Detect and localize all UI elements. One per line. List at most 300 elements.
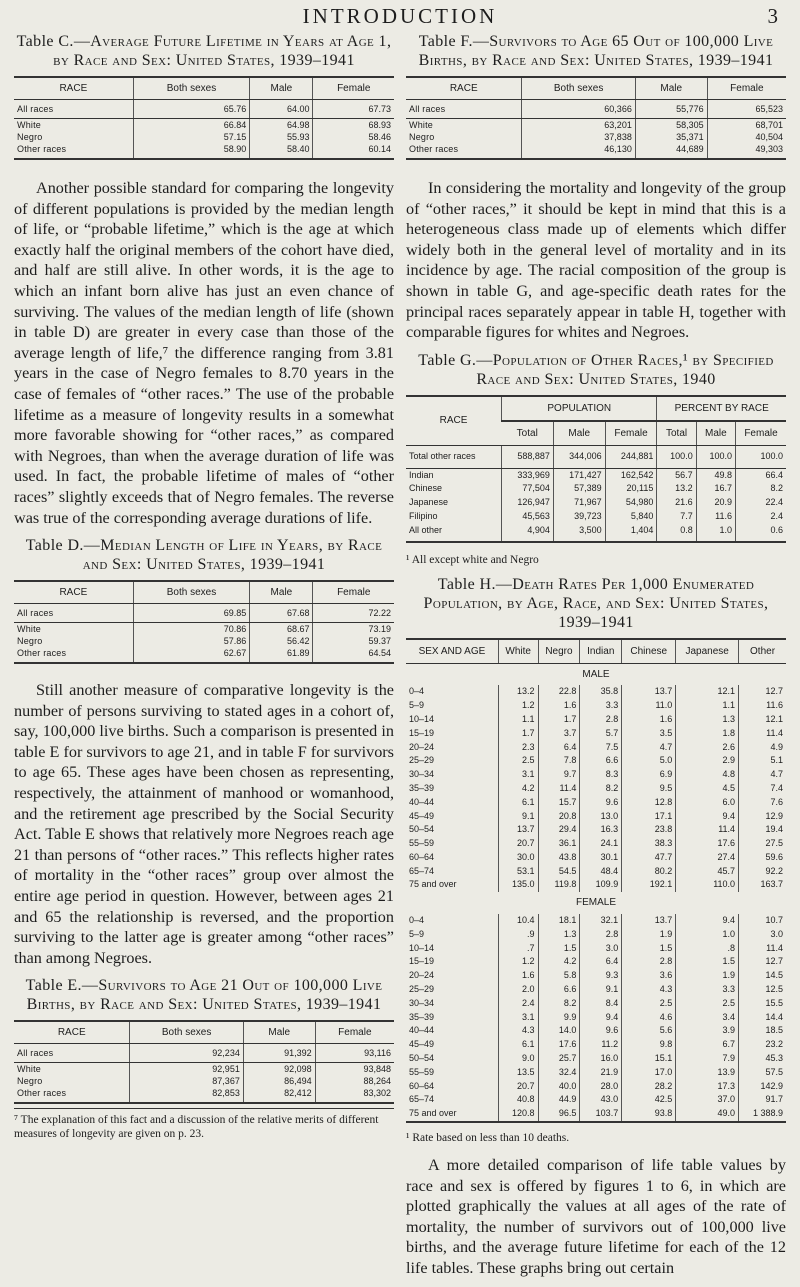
table-cell: 3,500: [553, 524, 605, 542]
table-cell: 43.8: [538, 851, 580, 865]
column-header: Both sexes: [522, 77, 635, 100]
row-label: 30–34: [409, 769, 435, 780]
table-cell: 110.0: [676, 878, 739, 892]
table-cell: 22.4: [736, 496, 787, 510]
table-cell: 344,006: [553, 445, 605, 468]
table-g-race-header: RACE: [406, 396, 502, 446]
table-cell: 12.7: [739, 685, 786, 699]
table-row: [406, 741, 786, 755]
row-label: 10–14: [409, 713, 435, 724]
table-cell: 1.5: [622, 942, 676, 956]
row-label: All races: [406, 100, 522, 119]
table-cell: 588,887: [502, 445, 554, 468]
table-cell: .7: [498, 942, 538, 956]
table-cell: 1.0: [676, 928, 739, 942]
table-cell: 6.0: [676, 796, 739, 810]
table-row: [14, 119, 394, 132]
table-c: [14, 76, 394, 160]
table-row: [406, 1080, 786, 1094]
table-cell: 59.6: [739, 851, 786, 865]
table-cell: 14.4: [739, 1011, 786, 1025]
table-cell: 49,303: [707, 143, 786, 159]
table-cell: 40,504: [707, 131, 786, 143]
table-cell: 6.6: [580, 754, 622, 768]
table-cell: 2.4: [736, 510, 787, 524]
table-cell: 91,392: [243, 1044, 315, 1063]
table-cell: 16.3: [580, 823, 622, 837]
table-cell: 9.8: [622, 1038, 676, 1052]
table-row: [406, 685, 786, 699]
table-cell: 45,563: [502, 510, 554, 524]
table-cell: 20,115: [605, 482, 657, 496]
table-d-title: Table D.—Median Length of Life in Years, by Race and Sex: United States, 1939–1941: [25, 537, 383, 574]
paragraph-median-length: Another possible standard for comparing the longevity of different populations is provided by the median length of life, or “probable lifetime,” which is the age at which exactly half the original members of the cohort have died, and half are still alive. In other words, it is the age to which an infant born alive has just an even chance of surviving. The values of the median length of life (shown in table D) are greater in every case than those of the average length of life,⁷ the difference ranging from 3.81 years in the case of Negro females to 8.70 years in the case of females of “other races.” The use of the probable lifetime as a measure of longevity results in a somewhat more favorable showing for “other races,” as compared with Negroes, than when the average duration of life was used. In fact, the probable lifetime of males of “other races” slightly exceeds that of Negro females. The reverse was true of the corresponding average durations of life.: [14, 179, 394, 527]
column-header: Female: [313, 77, 394, 100]
table-cell: 0.6: [736, 524, 787, 542]
row-label: 50–54: [409, 1053, 435, 1064]
table-cell: 15.1: [622, 1052, 676, 1066]
table-row: [406, 699, 786, 713]
row-label: 40–44: [409, 796, 435, 807]
table-cell: 3.1: [498, 1011, 538, 1025]
table-h-footnote: ¹ Rate based on less than 10 deaths.: [406, 1132, 570, 1145]
page-number: 3: [767, 4, 778, 28]
table-cell: 1.6: [498, 969, 538, 983]
table-cell: 6.9: [622, 768, 676, 782]
table-cell: 9.1: [580, 983, 622, 997]
column-header: Chinese: [622, 639, 676, 664]
table-row: [14, 1087, 394, 1103]
table-cell: 3.5: [622, 727, 676, 741]
row-label: 30–34: [409, 997, 435, 1008]
table-row: [406, 1024, 786, 1038]
table-cell: 4.8: [676, 768, 739, 782]
table-cell: 67.73: [313, 100, 394, 119]
table-row: [406, 928, 786, 942]
table-cell: 44,689: [635, 143, 707, 159]
row-label: 25–29: [409, 984, 435, 995]
table-cell: 1.7: [538, 713, 580, 727]
table-row: [406, 782, 786, 796]
table-cell: 16.0: [580, 1052, 622, 1066]
row-label: Chinese: [409, 483, 443, 494]
table-cell: 92,951: [130, 1063, 243, 1076]
table-cell: 93.8: [622, 1107, 676, 1122]
table-cell: 10.7: [739, 914, 786, 928]
table-row: [406, 942, 786, 956]
row-label: All races: [14, 100, 133, 119]
table-cell: 65.76: [133, 100, 250, 119]
table-cell: 13.2: [657, 482, 696, 496]
table-cell: 3.3: [676, 983, 739, 997]
row-label: Japanese: [409, 497, 449, 508]
table-cell: 1.9: [622, 928, 676, 942]
table-cell: 13.7: [622, 685, 676, 699]
table-cell: 68,701: [707, 119, 786, 132]
row-label: Other races: [14, 143, 133, 159]
table-cell: 162,542: [605, 468, 657, 482]
row-label: All races: [14, 1044, 130, 1063]
table-row: [406, 100, 786, 119]
table-cell: 3.4: [676, 1011, 739, 1025]
table-cell: 57.86: [133, 635, 250, 647]
table-cell: 35.8: [580, 685, 622, 699]
table-cell: 40.0: [538, 1080, 580, 1094]
table-row: [14, 1063, 394, 1076]
table-cell: 86,494: [243, 1075, 315, 1087]
table-cell: 66.84: [133, 119, 250, 132]
table-cell: 100.0: [736, 445, 787, 468]
page-header: [0, 0, 800, 34]
table-cell: 49.8: [696, 468, 735, 482]
column-header: Male: [696, 421, 735, 446]
table-cell: 9.7: [538, 768, 580, 782]
row-label: Other races: [14, 1087, 130, 1103]
column-header: Indian: [580, 639, 622, 664]
table-cell: 64.00: [250, 100, 313, 119]
column-header: Both sexes: [133, 581, 250, 604]
table-cell: 244,881: [605, 445, 657, 468]
column-header: RACE: [14, 1021, 130, 1044]
table-cell: 61.89: [250, 647, 313, 663]
table-cell: 2.5: [622, 997, 676, 1011]
table-cell: 5.1: [739, 754, 786, 768]
table-row: [406, 969, 786, 983]
table-cell: 6.7: [676, 1038, 739, 1052]
table-cell: 7.6: [739, 796, 786, 810]
table-cell: 27.4: [676, 851, 739, 865]
table-cell: 4.9: [739, 741, 786, 755]
row-label: 75 and over: [406, 1107, 498, 1122]
table-cell: 100.0: [696, 445, 735, 468]
table-cell: 47.7: [622, 851, 676, 865]
table-cell: 109.9: [580, 878, 622, 892]
section-row: [406, 663, 786, 685]
table-cell: 11.6: [739, 699, 786, 713]
table-cell: 69.85: [133, 604, 250, 623]
table-g-title: Table G.—Population of Other Races,¹ by Specified Race and Sex: United States, 1940: [418, 351, 774, 388]
table-cell: 8.2: [580, 782, 622, 796]
table-cell: 9.6: [580, 796, 622, 810]
table-cell: 333,969: [502, 468, 554, 482]
table-row: [406, 878, 786, 892]
table-cell: 58.40: [250, 143, 313, 159]
row-label: White: [17, 1064, 42, 1075]
table-cell: 1,404: [605, 524, 657, 542]
row-label: White: [17, 120, 42, 130]
table-cell: 60.14: [313, 143, 394, 159]
row-label: Indian: [409, 469, 434, 480]
table-row: [406, 768, 786, 782]
row-label: All races: [14, 604, 133, 623]
table-cell: 3.7: [538, 727, 580, 741]
table-cell: 4.5: [676, 782, 739, 796]
table-cell: 1.9: [676, 969, 739, 983]
table-row: [406, 823, 786, 837]
table-cell: 119.8: [538, 878, 580, 892]
table-cell: 45.7: [676, 865, 739, 879]
table-cell: 62.67: [133, 647, 250, 663]
row-label: 25–29: [409, 755, 435, 766]
table-cell: 4.3: [498, 1024, 538, 1038]
table-cell: 27.5: [739, 837, 786, 851]
table-cell: 15.7: [538, 796, 580, 810]
row-label: Total other races: [406, 445, 502, 468]
table-cell: 70.86: [133, 623, 250, 636]
row-label: 65–74: [409, 1094, 435, 1105]
table-row: [14, 647, 394, 663]
table-cell: 44.9: [538, 1093, 580, 1107]
table-cell: 28.2: [622, 1080, 676, 1094]
table-cell: 40.8: [498, 1093, 538, 1107]
table-cell: 6.1: [498, 796, 538, 810]
table-cell: 4.2: [498, 782, 538, 796]
table-row: [14, 100, 394, 119]
table-cell: 4.7: [622, 741, 676, 755]
section-label: FEMALE: [575, 897, 616, 909]
table-row: [406, 713, 786, 727]
table-cell: 11.2: [580, 1038, 622, 1052]
table-cell: 8.2: [538, 997, 580, 1011]
table-cell: 7.4: [739, 782, 786, 796]
table-cell: 32.4: [538, 1066, 580, 1080]
table-cell: 9.4: [676, 914, 739, 928]
table-cell: 57,389: [553, 482, 605, 496]
table-row: [406, 496, 786, 510]
table-cell: 1.5: [676, 955, 739, 969]
table-row: [406, 1038, 786, 1052]
table-g-percent-header: PERCENT BY RACE: [657, 396, 786, 421]
table-row: [406, 983, 786, 997]
column-header: RACE: [406, 77, 522, 100]
table-cell: 12.8: [622, 796, 676, 810]
column-header: Female: [736, 421, 787, 446]
table-cell: 1.0: [696, 524, 735, 542]
table-cell: 0.8: [657, 524, 696, 542]
table-row: [14, 1044, 394, 1063]
table-cell: 92.2: [739, 865, 786, 879]
table-row: [14, 131, 394, 143]
table-cell: 8.2: [736, 482, 787, 496]
table-cell: 2.8: [580, 928, 622, 942]
table-cell: 100.0: [657, 445, 696, 468]
column-header: Male: [250, 77, 313, 100]
table-cell: 2.3: [498, 741, 538, 755]
table-f: [406, 76, 786, 160]
table-row: [14, 143, 394, 159]
table-cell: 12.7: [739, 955, 786, 969]
table-row: [406, 119, 786, 132]
table-g: [406, 395, 786, 543]
table-cell: 57.5: [739, 1066, 786, 1080]
table-cell: 83,302: [315, 1087, 394, 1103]
table-cell: 3.3: [580, 699, 622, 713]
row-label: Other races: [14, 647, 133, 663]
table-cell: 54,980: [605, 496, 657, 510]
table-cell: 5.8: [538, 969, 580, 983]
row-label: 60–64: [409, 1080, 435, 1091]
table-cell: 18.5: [739, 1024, 786, 1038]
table-row: [14, 604, 394, 623]
row-label: 65–74: [409, 865, 435, 876]
table-cell: 5.6: [622, 1024, 676, 1038]
table-cell: 14.0: [538, 1024, 580, 1038]
table-row: [406, 914, 786, 928]
table-cell: 58.90: [133, 143, 250, 159]
table-cell: 13.9: [676, 1066, 739, 1080]
column-header: Both sexes: [133, 77, 250, 100]
table-cell: 7.9: [676, 1052, 739, 1066]
table-row: [14, 1075, 394, 1087]
table-cell: 49.0: [676, 1107, 739, 1122]
table-cell: 1.2: [498, 699, 538, 713]
table-cell: 1.5: [538, 942, 580, 956]
table-cell: 1.3: [676, 713, 739, 727]
table-cell: 36.1: [538, 837, 580, 851]
table-cell: 3.6: [622, 969, 676, 983]
table-cell: 28.0: [580, 1080, 622, 1094]
column-header: Female: [315, 1021, 394, 1044]
section-label: MALE: [582, 668, 610, 680]
table-cell: 58.46: [313, 131, 394, 143]
column-header: Female: [707, 77, 786, 100]
row-label: 45–49: [409, 1039, 435, 1050]
table-cell: 11.4: [676, 823, 739, 837]
table-cell: 30.0: [498, 851, 538, 865]
table-cell: 23.2: [739, 1038, 786, 1052]
table-cell: 82,853: [130, 1087, 243, 1103]
row-label: Filipino: [409, 510, 438, 521]
column-header: Male: [243, 1021, 315, 1044]
table-cell: 1 388.9: [739, 1107, 786, 1122]
table-cell: 2.6: [676, 741, 739, 755]
table-cell: 9.1: [498, 810, 538, 824]
table-cell: 46,130: [522, 143, 635, 159]
table-cell: 17.0: [622, 1066, 676, 1080]
table-cell: 30.1: [580, 851, 622, 865]
row-label: 55–59: [409, 1066, 435, 1077]
table-cell: 93,848: [315, 1063, 394, 1076]
table-cell: 13.2: [498, 685, 538, 699]
row-label: Negro: [17, 132, 43, 142]
row-label: All other: [406, 524, 502, 542]
row-label: 50–54: [409, 824, 435, 835]
table-cell: 2.5: [676, 997, 739, 1011]
table-row: [14, 635, 394, 647]
left-column: [14, 32, 394, 1141]
table-row: [406, 810, 786, 824]
table-cell: 43.0: [580, 1093, 622, 1107]
table-cell: 4.7: [739, 768, 786, 782]
table-cell: 23.8: [622, 823, 676, 837]
column-header: Total: [502, 421, 554, 446]
table-cell: 103.7: [580, 1107, 622, 1122]
table-cell: 4.3: [622, 983, 676, 997]
table-cell: 39,723: [553, 510, 605, 524]
column-header: Both sexes: [130, 1021, 243, 1044]
table-cell: 59.37: [313, 635, 394, 647]
row-label: Negro: [17, 1076, 43, 1087]
table-e-title: Table E.—Survivors to Age 21 Out of 100,000 Live Births, by Race and Sex: United States, 1939–1941: [25, 977, 383, 1014]
table-cell: 2.0: [498, 983, 538, 997]
table-cell: 92,098: [243, 1063, 315, 1076]
table-row: [406, 524, 786, 542]
table-cell: 10.4: [498, 914, 538, 928]
table-cell: 3.1: [498, 768, 538, 782]
table-cell: 13.5: [498, 1066, 538, 1080]
table-cell: 2.4: [498, 997, 538, 1011]
table-cell: 9.0: [498, 1052, 538, 1066]
table-cell: 12.1: [676, 685, 739, 699]
table-cell: 11.4: [739, 727, 786, 741]
table-cell: 13.0: [580, 810, 622, 824]
table-row: [406, 851, 786, 865]
table-cell: 11.4: [538, 782, 580, 796]
row-label: White: [409, 120, 434, 130]
table-cell: 77,504: [502, 482, 554, 496]
table-row: [406, 1107, 786, 1122]
table-cell: 163.7: [739, 878, 786, 892]
table-cell: 56.7: [657, 468, 696, 482]
table-cell: 2.8: [580, 713, 622, 727]
table-row: [406, 1052, 786, 1066]
table-cell: 11.6: [696, 510, 735, 524]
table-cell: 1.6: [622, 713, 676, 727]
column-header: Male: [635, 77, 707, 100]
column-header: RACE: [14, 581, 133, 604]
table-cell: 68.93: [313, 119, 394, 132]
table-cell: 4,904: [502, 524, 554, 542]
column-header: Female: [313, 581, 394, 604]
table-g-population-header: POPULATION: [502, 396, 657, 421]
table-cell: 57.15: [133, 131, 250, 143]
column-header: Male: [250, 581, 313, 604]
table-cell: 12.5: [739, 983, 786, 997]
table-cell: 82,412: [243, 1087, 315, 1103]
table-cell: 87,367: [130, 1075, 243, 1087]
table-cell: 8.3: [580, 768, 622, 782]
table-cell: 126,947: [502, 496, 554, 510]
table-cell: 64.98: [250, 119, 313, 132]
table-row: [406, 510, 786, 524]
table-cell: 22.8: [538, 685, 580, 699]
table-cell: 19.4: [739, 823, 786, 837]
table-cell: 92,234: [130, 1044, 243, 1063]
row-label: White: [17, 624, 42, 635]
table-cell: 5,840: [605, 510, 657, 524]
table-cell: .9: [498, 928, 538, 942]
table-row: [406, 445, 786, 468]
row-label: 10–14: [409, 942, 435, 953]
table-cell: 192.1: [622, 878, 676, 892]
column-header: RACE: [14, 77, 133, 100]
table-h: [406, 638, 786, 1124]
table-cell: 54.5: [538, 865, 580, 879]
table-cell: 6.1: [498, 1038, 538, 1052]
table-cell: 2.9: [676, 754, 739, 768]
row-label: 40–44: [409, 1025, 435, 1036]
table-cell: 1.6: [538, 699, 580, 713]
table-cell: 21.6: [657, 496, 696, 510]
table-cell: 7.8: [538, 754, 580, 768]
table-cell: 21.9: [580, 1066, 622, 1080]
table-row: [406, 143, 786, 159]
row-label: 15–19: [409, 727, 435, 738]
table-cell: 3.0: [580, 942, 622, 956]
row-label: 0–4: [409, 915, 425, 926]
table-cell: 24.1: [580, 837, 622, 851]
table-cell: 6.4: [580, 955, 622, 969]
